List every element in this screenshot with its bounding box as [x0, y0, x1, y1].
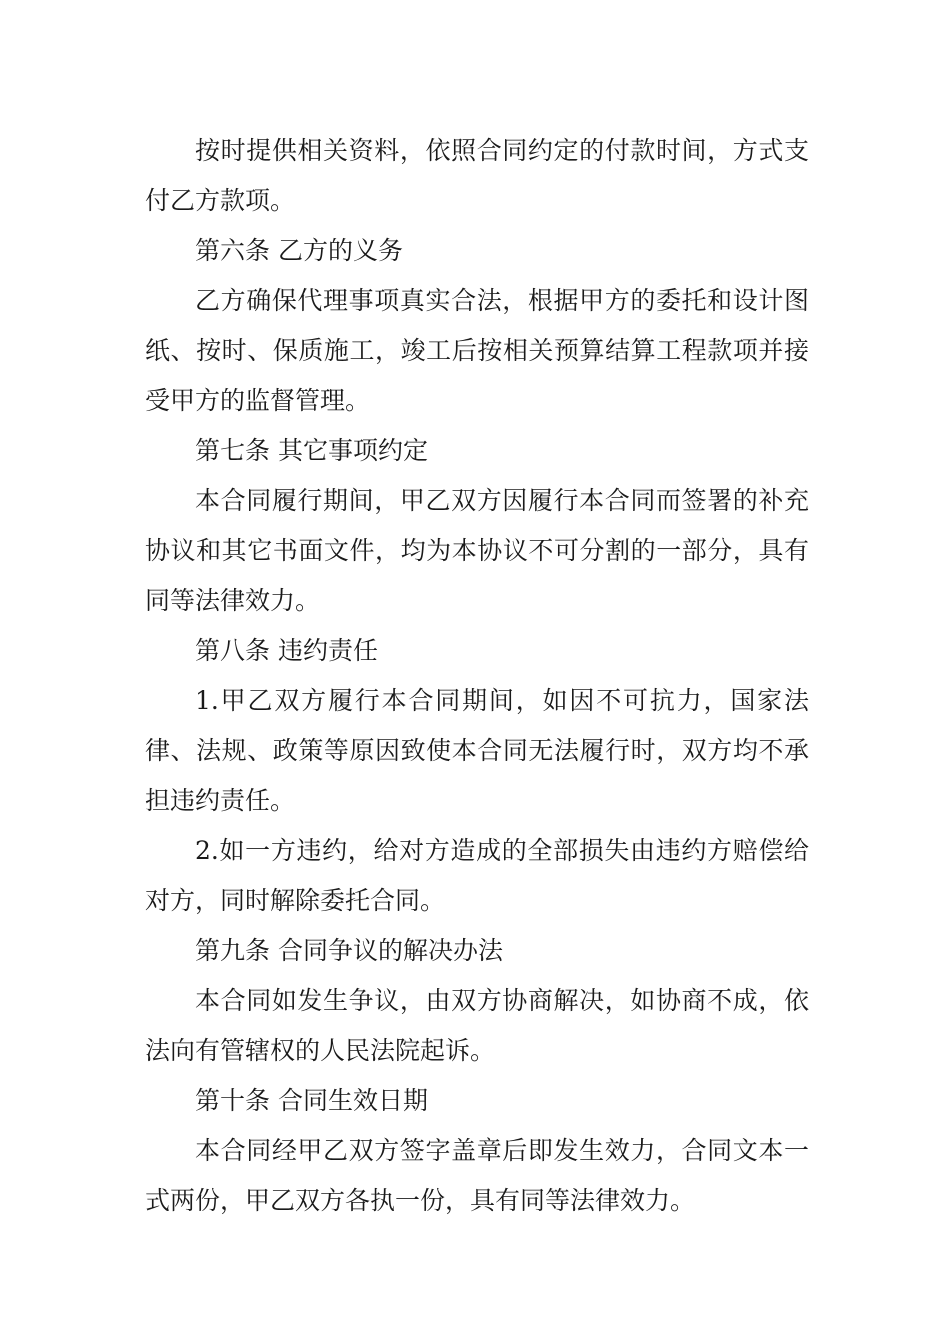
- paragraph-payment-obligation: 按时提供相关资料，依照合同约定的付款时间，方式支付乙方款项。: [145, 136, 809, 215]
- article-9-body: 本合同如发生争议，由双方协商解决，如协商不成，依法向有管辖权的人民法院起诉。: [145, 986, 809, 1065]
- article-10-heading: 第十条 合同生效日期: [195, 1086, 428, 1115]
- article-8-clause-2: 2.如一方违约，给对方造成的全部损失由违约方赔偿给对方，同时解除委托合同。: [145, 836, 809, 915]
- article-7-body: 本合同履行期间，甲乙双方因履行本合同而签署的补充协议和其它书面文件，均为本协议不可分割的一部分，具有同等法律效力。: [145, 486, 809, 615]
- article-9-heading: 第九条 合同争议的解决办法: [195, 936, 503, 965]
- article-8-heading: 第八条 违约责任: [195, 636, 378, 665]
- article-7-heading: 第七条 其它事项约定: [195, 436, 428, 465]
- article-8-clause-1: 1.甲乙双方履行本合同期间，如因不可抗力，国家法律、法规、政策等原因致使本合同无法履行时，双方均不承担违约责任。: [145, 686, 809, 815]
- article-6-body: 乙方确保代理事项真实合法，根据甲方的委托和设计图纸、按时、保质施工，竣工后按相关预算结算工程款项并接受甲方的监督管理。: [145, 286, 809, 415]
- document-body: [145, 126, 809, 1226]
- article-6-heading: 第六条 乙方的义务: [195, 236, 403, 265]
- article-10-body: 本合同经甲乙双方签字盖章后即发生效力，合同文本一式两份，甲乙双方各执一份，具有同等法律效力。: [145, 1136, 809, 1215]
